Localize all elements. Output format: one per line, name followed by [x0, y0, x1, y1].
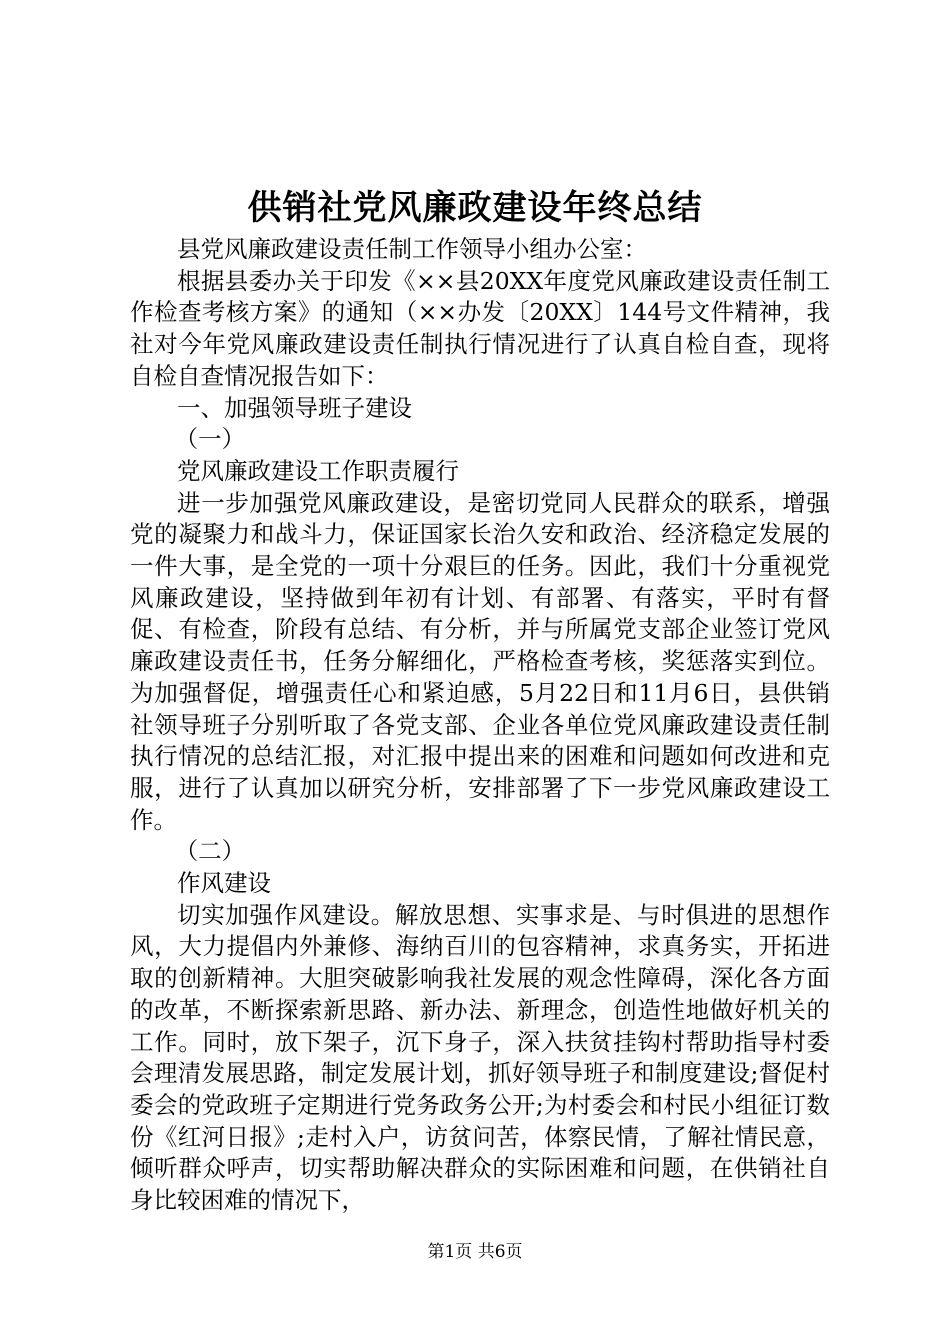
subsection-number-2: （二） [174, 837, 246, 866]
subsection-number-1: （一） [174, 425, 246, 454]
body-paragraph-1: 进一步加强党风廉政建设，是密切党同人民群众的联系，增强党的凝聚力和战斗力，保证国家长治久安和政治、经济稳定发展的一件大事，是全党的一项十分艰巨的任务。因此，我们十分重视党风廉政建设，坚持做到年初有计划、有部署、有落实，平时有督促、有检查，阶段有总结、有分析，并与所属党支部企业签订党风廉政建设责任书，任务分解细化，严格检查考核，奖惩落实到位。为加强督促，增强责任心和紧迫感，5月22日和11月6日，县供销社领导班子分别听取了各党支部、企业各单位党风廉政建设责任制执行情况的总结汇报，对汇报中提出来的困难和问题如何改进和克服，进行了认真加以研究分析，安排部署了下一步党风廉政建设工作。 [130, 488, 830, 834]
document-body [130, 234, 830, 1217]
section-heading-1: 一、加强领导班子建设 [177, 393, 412, 422]
page-number-footer: 第1页 共6页 [427, 1242, 523, 1262]
salutation: 县党风廉政建设责任制工作领导小组办公室： [177, 235, 647, 263]
subsection-heading-2: 作风建设 [177, 869, 271, 898]
document-title: 供销社党风廉政建设年终总结 [247, 188, 703, 228]
intro-paragraph: 根据县委办关于印发《××县20XX年度党风廉政建设责任制工作检查考核方案》的通知（××办发〔20XX〕144号文件精神，我社对今年党风廉政建设责任制执行情况进行了认真自检自查，现将自检自查情况报告如下： [130, 266, 830, 390]
body-paragraph-2: 切实加强作风建设。解放思想、实事求是、与时俱进的思想作风，大力提倡内外兼修、海纳百川的包容精神，求真务实，开拓进取的创新精神。大胆突破影响我社发展的观念性障碍，深化各方面的改革，不断探索新思路、新办法、新理念，创造性地做好机关的工作。同时，放下架子，沉下身子，深入扶贫挂钩村帮助指导村委会理清发展思路，制定发展计划，抓好领导班子和制度建设;督促村委会的党政班子定期进行党务政务公开;为村委会和村民小组征订数份《红河日报》;走村入户，访贫问苦，体察民情，了解社情民意，倾听群众呼声，切实帮助解决群众的实际困难和问题，在供销社自身比较困难的情况下， [130, 900, 830, 1215]
subsection-heading-1: 党风廉政建设工作职责履行 [177, 456, 459, 485]
